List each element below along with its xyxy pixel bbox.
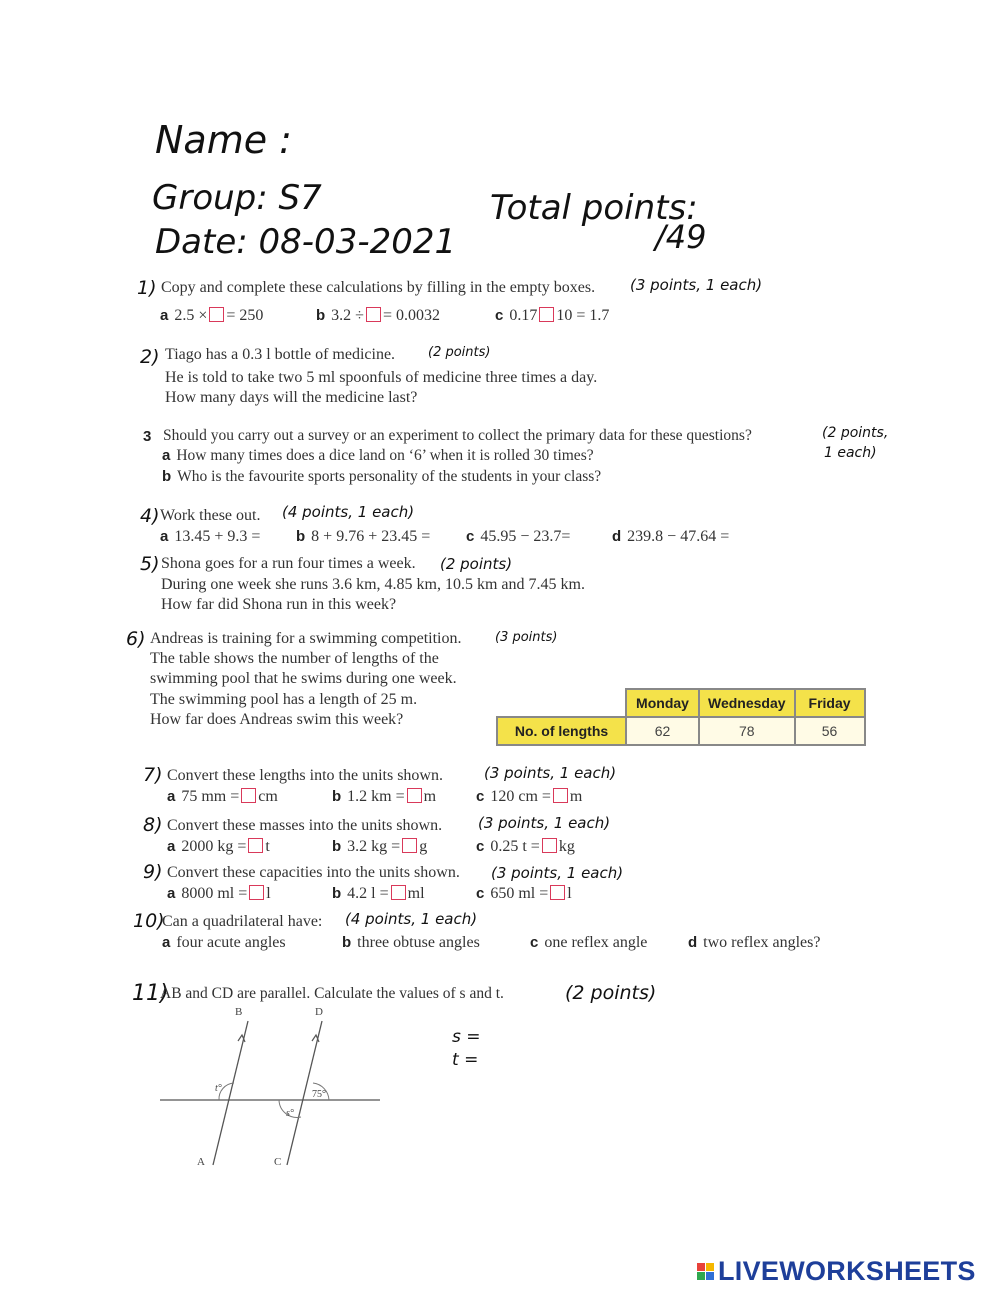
q8-item-b: [332, 838, 427, 856]
item-label: c: [476, 788, 485, 805]
q1-a-post: = 250: [226, 307, 264, 324]
q4-item-a: [160, 528, 260, 546]
q10-item-b: [342, 934, 480, 952]
logo-square-green: [697, 1272, 705, 1280]
liveworksheets-logo: [697, 1256, 976, 1287]
q1-a-pre: 2.5 ×: [174, 307, 208, 324]
q8-item-a: [167, 838, 270, 856]
table-cell: 62: [626, 717, 699, 745]
angle-label-75: 75°: [312, 1089, 326, 1100]
q8-text: Convert these masses into the units shown.: [167, 817, 443, 834]
q11-number: 11): [132, 981, 169, 1006]
q7-c-post: m: [569, 788, 583, 805]
q3-points-line1: (2 points,: [822, 425, 889, 441]
q4-d-text: 239.8 − 47.64 =: [627, 528, 730, 545]
item-label: b: [332, 838, 342, 855]
q1-item-b: [316, 307, 440, 325]
lengths-table: [496, 688, 866, 746]
q9-number: 9): [143, 861, 163, 883]
answer-s-label: s =: [452, 1027, 481, 1047]
q8-b-post: g: [419, 838, 428, 855]
q9-c-post: l: [567, 885, 572, 902]
item-label: b: [296, 528, 306, 545]
q9-a-pre: 8000 ml =: [181, 885, 248, 902]
q5-line1: Shona goes for a run four times a week.: [161, 555, 416, 572]
total-points-value: /49: [655, 218, 707, 256]
q7-c-pre: 120 cm =: [490, 788, 551, 805]
item-label: b: [316, 307, 326, 324]
label-b: B: [235, 1006, 243, 1018]
q4-item-b: [296, 528, 430, 546]
item-label: c: [476, 838, 485, 855]
logo-square-red: [697, 1263, 705, 1271]
q5-line2: During one week she runs 3.6 km, 4.85 km, 10.5 km and 7.45 km.: [161, 576, 585, 593]
table-cell: 78: [699, 717, 795, 745]
q10-text: Can a quadrilateral have:: [162, 913, 323, 930]
q3-item-b: [162, 468, 601, 486]
q4-c-text: 45.95 − 23.7=: [480, 528, 571, 545]
item-label: d: [612, 528, 622, 545]
item-label: a: [167, 788, 176, 805]
q1-item-c: [495, 307, 609, 325]
q4-number: 4): [140, 505, 160, 527]
answer-box[interactable]: [249, 885, 264, 900]
table-header-cell: Friday: [795, 689, 865, 717]
logo-square-blue: [706, 1272, 714, 1280]
q1-item-a: [160, 307, 263, 325]
label-c: C: [274, 1156, 282, 1168]
answer-box[interactable]: [248, 838, 263, 853]
item-label: d: [688, 934, 698, 951]
q6-line3: swimming pool that he swims during one week.: [150, 670, 457, 687]
q10-item-a: [162, 934, 286, 952]
total-points-label: Total points:: [490, 188, 698, 228]
q4-item-d: [612, 528, 729, 546]
q10-item-d: [688, 934, 820, 952]
q1-points: (3 points, 1 each): [630, 276, 763, 294]
logo-square-yellow: [706, 1263, 714, 1271]
student-name-label: Name :: [155, 118, 292, 162]
answer-t-label: t =: [452, 1050, 479, 1070]
q9-b-post: ml: [407, 885, 425, 902]
item-label: b: [342, 934, 352, 951]
q8-b-pre: 3.2 kg =: [347, 838, 401, 855]
q8-c-pre: 0.25 t =: [490, 838, 540, 855]
q4-text: Work these out.: [160, 507, 261, 524]
q1-b-pre: 3.2 ÷: [331, 307, 364, 324]
q9-item-a: [167, 885, 271, 903]
q7-a-pre: 75 mm =: [181, 788, 240, 805]
q10-d-text: two reflex angles?: [703, 934, 821, 951]
item-label: c: [466, 528, 475, 545]
q1-c-pre: 0.17: [509, 307, 538, 324]
angle-label-t: t°: [215, 1083, 222, 1094]
item-label: a: [162, 934, 171, 951]
q4-item-c: [466, 528, 570, 546]
q10-number: 10): [133, 910, 165, 932]
group-label: Group: S7: [152, 178, 322, 218]
q8-item-c: [476, 838, 575, 856]
item-label: c: [495, 307, 504, 324]
q10-points: (4 points, 1 each): [345, 910, 478, 928]
q6-line4: The swimming pool has a length of 25 m.: [150, 691, 418, 708]
q10-item-c: [530, 934, 647, 952]
q2-points: (2 points): [428, 345, 491, 360]
q2-line1: Tiago has a 0.3 l bottle of medicine.: [165, 346, 396, 363]
item-label: a: [162, 447, 171, 464]
q3-item-a: [162, 447, 594, 465]
q11-text: AB and CD are parallel. Calculate the values of s and t.: [160, 985, 504, 1002]
q9-item-b: [332, 885, 425, 903]
q9-c-pre: 650 ml =: [490, 885, 549, 902]
label-a: A: [197, 1156, 205, 1168]
label-d: D: [315, 1006, 323, 1018]
answer-box[interactable]: [542, 838, 557, 853]
q4-points: (4 points, 1 each): [282, 503, 415, 521]
q7-b-pre: 1.2 km =: [347, 788, 405, 805]
answer-box[interactable]: [366, 307, 381, 322]
q9-item-c: [476, 885, 572, 903]
q2-line2: He is told to take two 5 ml spoonfuls of medicine three times a day.: [165, 369, 598, 386]
item-label: c: [476, 885, 485, 902]
q7-text: Convert these lengths into the units shown.: [167, 767, 443, 784]
item-label: a: [160, 528, 169, 545]
q7-number: 7): [143, 764, 163, 786]
q4-b-text: 8 + 9.76 + 23.45 =: [311, 528, 431, 545]
answer-box[interactable]: [407, 788, 422, 803]
date-label: Date: 08-03-2021: [155, 222, 457, 262]
answer-box[interactable]: [550, 885, 565, 900]
q1-number: 1): [137, 277, 157, 299]
q3-b-text: Who is the favourite sports personality of the students in your class?: [177, 468, 602, 485]
item-label: b: [332, 885, 342, 902]
q1-c-post: 10 = 1.7: [556, 307, 610, 324]
q7-item-c: [476, 788, 582, 806]
item-label: a: [167, 838, 176, 855]
answer-box[interactable]: [553, 788, 568, 803]
q4-a-text: 13.45 + 9.3 =: [174, 528, 261, 545]
q7-points: (3 points, 1 each): [484, 764, 617, 782]
q11-points: (2 points): [565, 982, 657, 1004]
q6-line5: How far does Andreas swim this week?: [150, 711, 404, 728]
table-header-row: [497, 689, 865, 717]
q3-a-text: How many times does a dice land on ‘6’ when it is rolled 30 times?: [176, 447, 594, 464]
q5-line3: How far did Shona run in this week?: [161, 596, 397, 613]
q8-a-post: t: [265, 838, 270, 855]
logo-text: LIVEWORKSHEETS: [718, 1256, 976, 1286]
answer-box[interactable]: [539, 307, 554, 322]
q7-item-a: [167, 788, 278, 806]
q8-a-pre: 2000 kg =: [181, 838, 247, 855]
q10-b-text: three obtuse angles: [357, 934, 480, 951]
item-label: b: [162, 468, 172, 485]
q2-line3: How many days will the medicine last?: [165, 389, 418, 406]
q8-number: 8): [143, 814, 163, 836]
q2-number: 2): [140, 346, 160, 368]
table-corner: [497, 689, 626, 717]
item-label: a: [160, 307, 169, 324]
parallel-lines-diagram: [155, 1003, 395, 1173]
q9-a-post: l: [266, 885, 271, 902]
angle-label-s: s°: [286, 1108, 294, 1119]
table-header-cell: Monday: [626, 689, 699, 717]
answer-box[interactable]: [209, 307, 224, 322]
q6-points: (3 points): [495, 630, 558, 645]
q6-line1: Andreas is training for a swimming competition.: [150, 630, 462, 647]
table-row-label: No. of lengths: [497, 717, 626, 745]
item-label: a: [167, 885, 176, 902]
q1-text: Copy and complete these calculations by filling in the empty boxes.: [161, 279, 596, 296]
q7-b-post: m: [423, 788, 437, 805]
q3-text: Should you carry out a survey or an experiment to collect the primary data for these questions?: [163, 427, 752, 444]
q5-number: 5): [140, 553, 160, 575]
q9-text: Convert these capacities into the units shown.: [167, 864, 460, 881]
q9-points: (3 points, 1 each): [491, 864, 624, 882]
item-label: c: [530, 934, 539, 951]
q10-c-text: one reflex angle: [544, 934, 648, 951]
answer-box[interactable]: [391, 885, 406, 900]
q8-points: (3 points, 1 each): [478, 814, 611, 832]
q1-b-post: = 0.0032: [382, 307, 440, 324]
q3-number: 3: [143, 428, 152, 445]
q7-a-post: cm: [258, 788, 278, 805]
answer-box[interactable]: [241, 788, 256, 803]
table-row: [497, 717, 865, 745]
q3-points-line2: 1 each): [824, 445, 877, 461]
logo-icon: [697, 1263, 714, 1280]
q5-points: (2 points): [440, 555, 513, 573]
answer-box[interactable]: [402, 838, 417, 853]
q8-c-post: kg: [558, 838, 575, 855]
table-cell: 56: [795, 717, 865, 745]
q9-b-pre: 4.2 l =: [347, 885, 389, 902]
q10-a-text: four acute angles: [176, 934, 286, 951]
q6-line2: The table shows the number of lengths of the: [150, 650, 439, 667]
table-header-cell: Wednesday: [699, 689, 795, 717]
item-label: b: [332, 788, 342, 805]
q6-number: 6): [126, 628, 146, 650]
q7-item-b: [332, 788, 436, 806]
